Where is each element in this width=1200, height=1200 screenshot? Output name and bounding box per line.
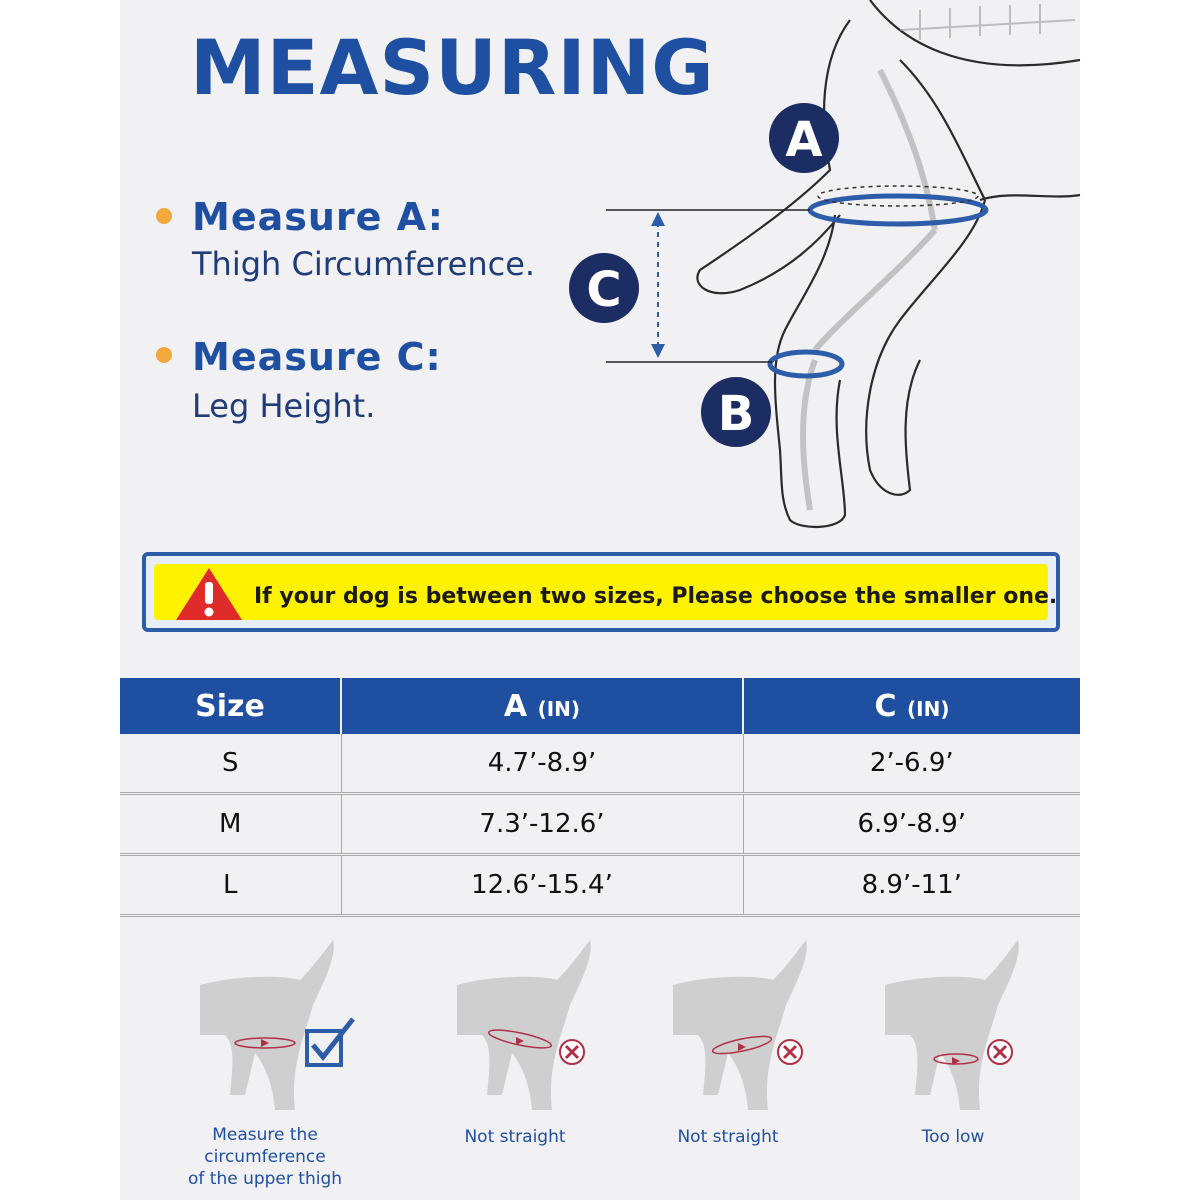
a-range-cell: 12.6’-15.4’ — [341, 855, 743, 916]
dog-leg-diagram — [586, 0, 1080, 540]
size-cell: S — [120, 734, 341, 794]
diagram-label-b: B — [717, 386, 755, 442]
bullet-a — [156, 208, 172, 224]
example-not-straight-1-figure — [452, 935, 662, 1115]
c-range-cell: 8.9’-11’ — [743, 855, 1080, 916]
caption-correct: Measure the circumference of the upper thigh — [187, 1125, 343, 1190]
x-icon — [778, 1040, 802, 1064]
example-correct-figure — [195, 935, 405, 1115]
x-icon — [560, 1040, 584, 1064]
table-header-row — [120, 678, 1080, 734]
measure-c-heading: Measure C: — [192, 335, 442, 379]
check-icon — [307, 1019, 353, 1065]
caption-too-low: Too low — [921, 1127, 985, 1147]
a-range-cell: 4.7’-8.9’ — [341, 734, 743, 794]
example-too-low-figure — [880, 935, 1090, 1115]
c-range-cell: 2’-6.9’ — [743, 734, 1080, 794]
bullet-c — [156, 347, 172, 363]
header-a: A (IN) — [341, 678, 743, 734]
header-c: C (IN) — [743, 678, 1080, 734]
table-row — [120, 794, 1080, 855]
warning-banner — [142, 552, 1060, 632]
measure-c-description: Leg Height. — [192, 387, 376, 425]
table-row — [120, 734, 1080, 794]
a-range-cell: 7.3’-12.6’ — [341, 794, 743, 855]
warning-icon — [174, 566, 244, 622]
page-title: MEASURING — [190, 23, 715, 112]
warning-text: If your dog is between two sizes, Please choose the smaller one. — [254, 584, 1058, 609]
c-range-cell: 6.9’-8.9’ — [743, 794, 1080, 855]
header-size: Size — [120, 678, 341, 734]
size-cell: M — [120, 794, 341, 855]
diagram-label-a: A — [785, 112, 823, 168]
caption-not-straight-2: Not straight — [677, 1127, 779, 1147]
warning-banner-fill — [154, 564, 1058, 620]
caption-not-straight-1: Not straight — [464, 1127, 566, 1147]
measure-a-description: Thigh Circumference. — [192, 245, 536, 283]
measure-a-heading: Measure A: — [192, 195, 444, 239]
size-table — [120, 678, 1080, 917]
table-row — [120, 855, 1080, 916]
size-cell: L — [120, 855, 341, 916]
diagram-label-c: C — [586, 262, 622, 318]
example-not-straight-2-figure — [668, 935, 878, 1115]
x-icon — [988, 1040, 1012, 1064]
